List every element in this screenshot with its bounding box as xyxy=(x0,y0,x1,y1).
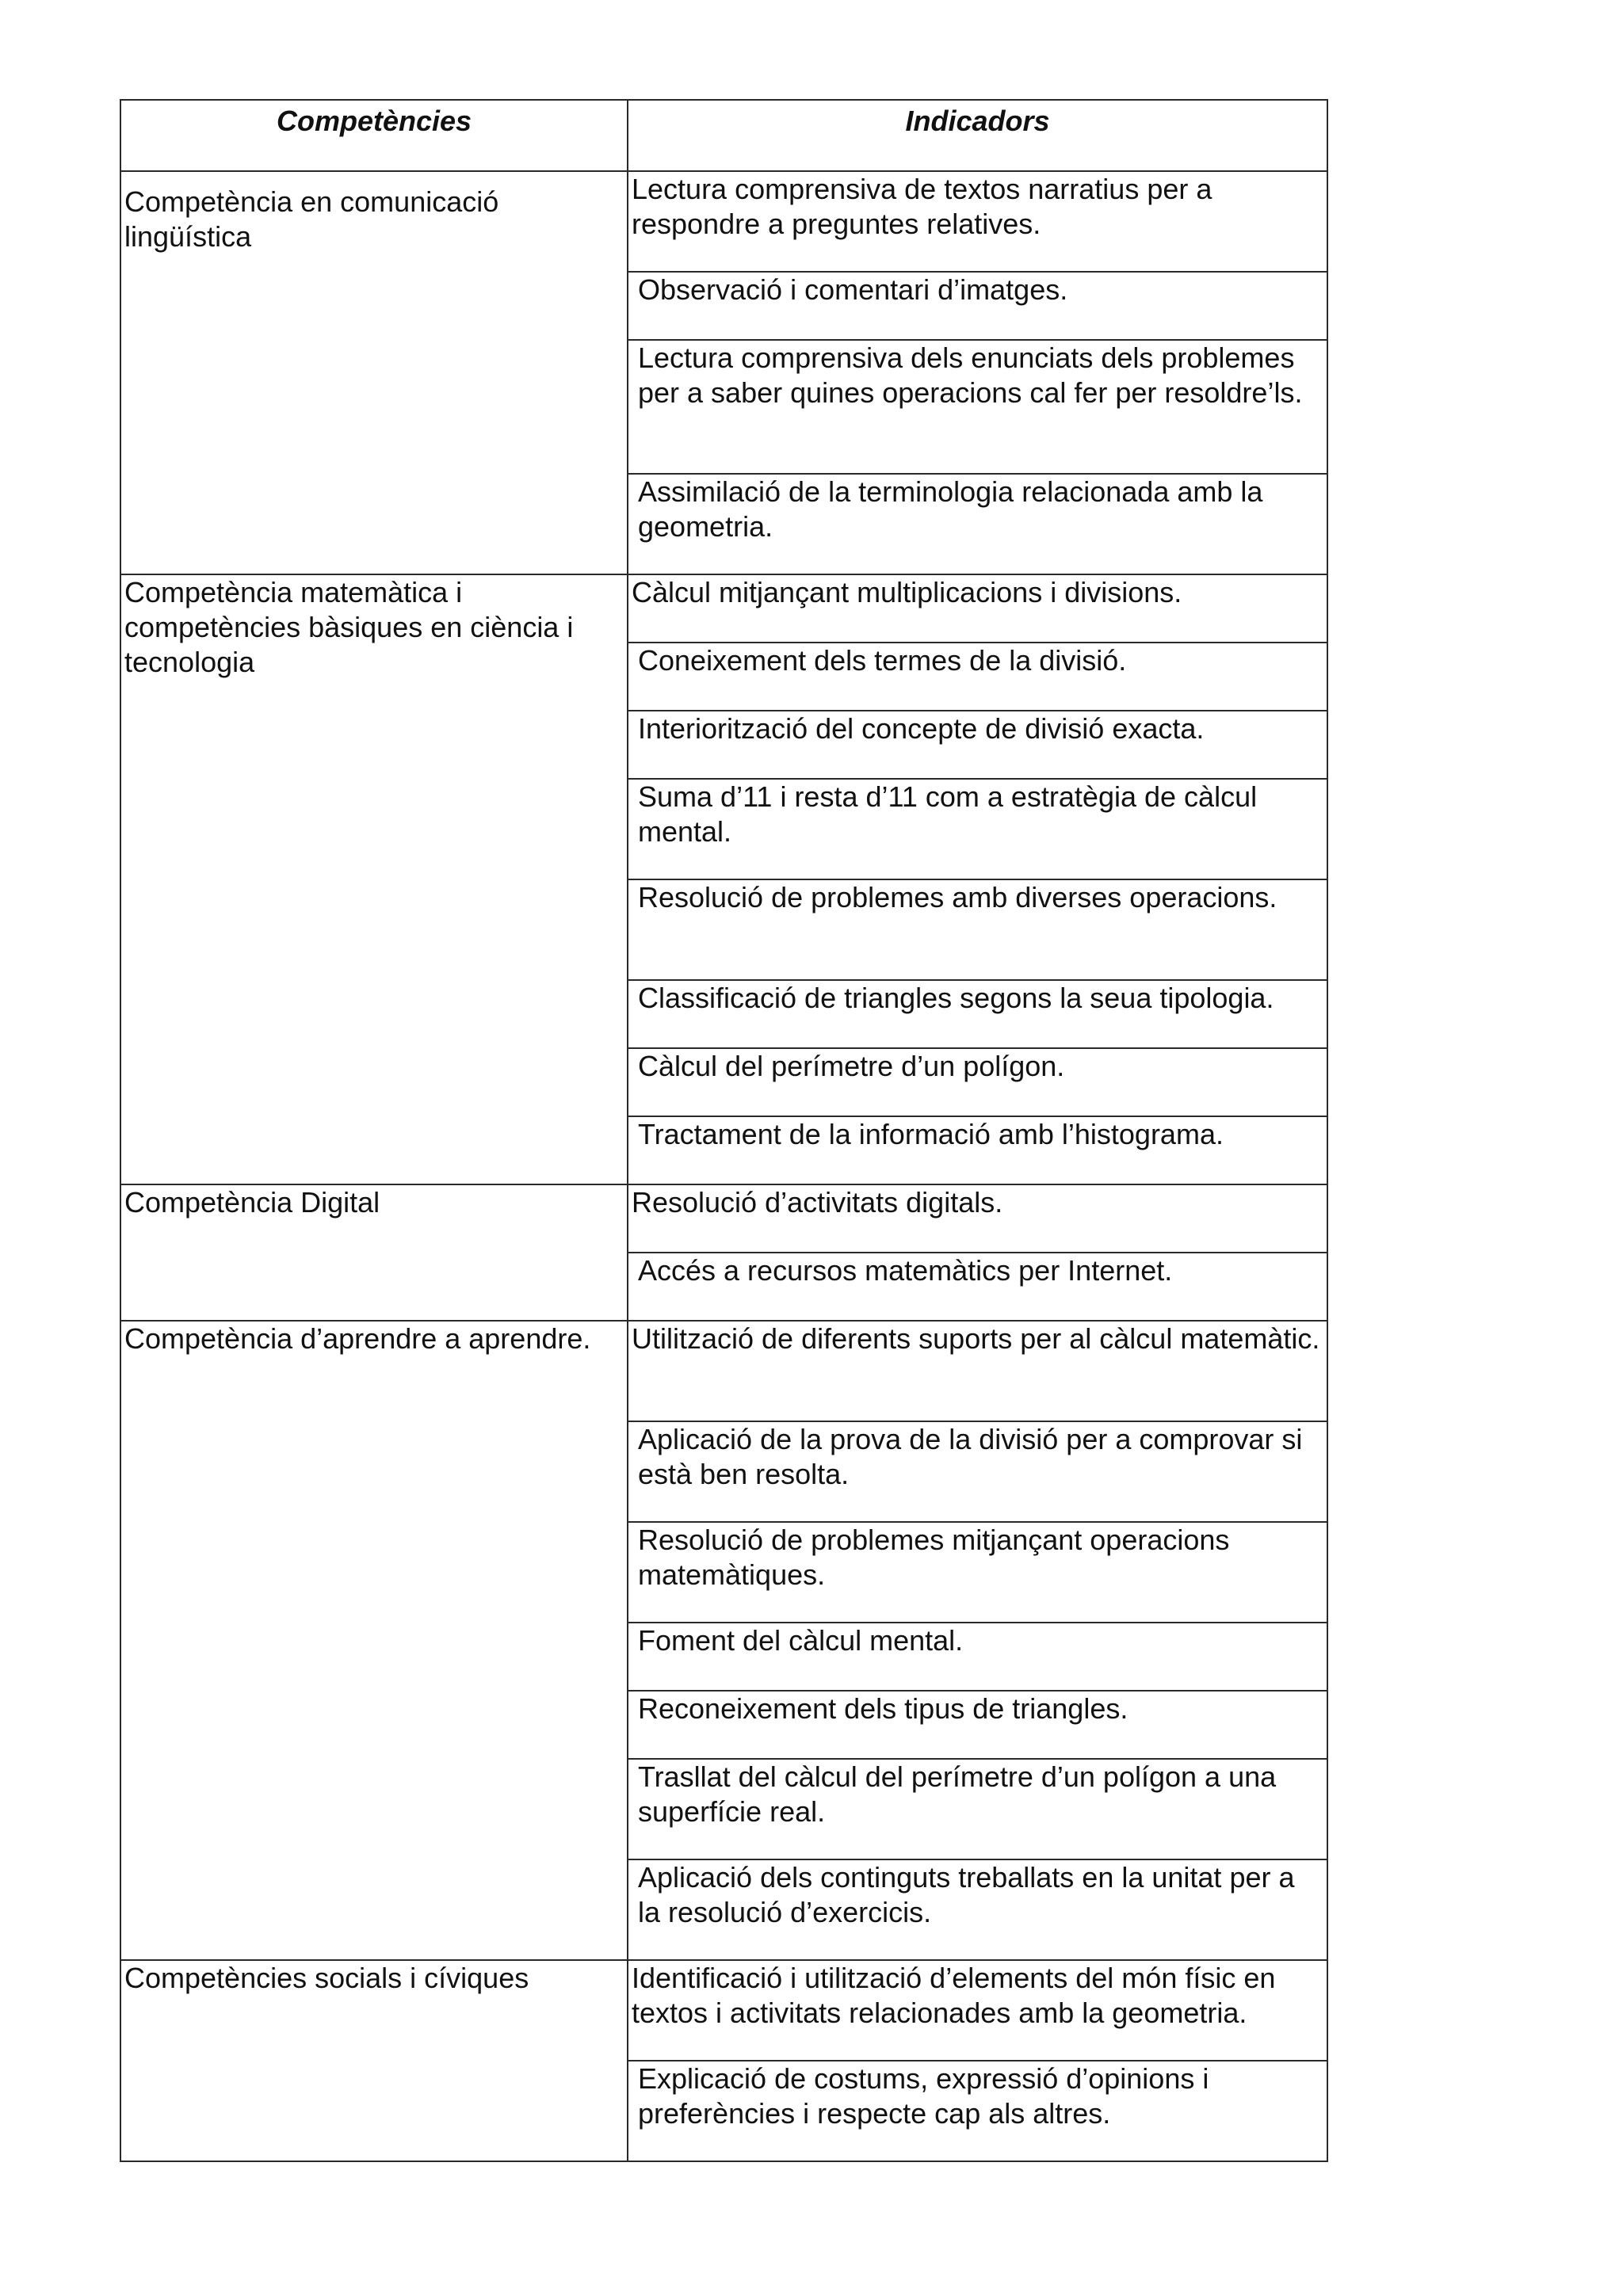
competency-cell: Competència en comunicació lingüística xyxy=(120,171,628,574)
indicator-cell: Coneixement dels termes de la divisió. xyxy=(628,643,1327,711)
indicator-cell: Tractament de la informació amb l’histograma. xyxy=(628,1116,1327,1184)
indicator-cell: Assimilació de la terminologia relacionada amb la geometria. xyxy=(628,474,1327,574)
table-row xyxy=(120,1960,1327,2061)
indicator-cell: Resolució de problemes amb diverses operacions. xyxy=(628,879,1327,980)
table-row xyxy=(120,171,1327,272)
indicator-cell: Suma d’11 i resta d’11 com a estratègia de càlcul mental. xyxy=(628,779,1327,879)
table-row xyxy=(120,574,1327,643)
indicator-cell: Càlcul del perímetre d’un polígon. xyxy=(628,1048,1327,1116)
competency-cell: Competència d’aprendre a aprendre. xyxy=(120,1321,628,1960)
competency-cell: Competències socials i cíviques xyxy=(120,1960,628,2161)
indicator-cell: Resolució de problemes mitjançant operacions matemàtiques. xyxy=(628,1522,1327,1623)
competency-cell: Competència Digital xyxy=(120,1184,628,1321)
header-competencies: Competències xyxy=(120,100,628,171)
indicator-cell: Lectura comprensiva de textos narratius per a respondre a preguntes relatives. xyxy=(628,171,1327,272)
indicator-cell: Lectura comprensiva dels enunciats dels problemes per a saber quines operacions cal fer per resoldre’ls. xyxy=(628,340,1327,474)
indicator-cell: Interiorització del concepte de divisió exacta. xyxy=(628,711,1327,779)
indicator-cell: Trasllat del càlcul del perímetre d’un polígon a una superfície real. xyxy=(628,1759,1327,1859)
table-row xyxy=(120,1184,1327,1253)
competencies-table xyxy=(120,99,1328,2162)
indicator-cell: Identificació i utilització d’elements del món físic en textos i activitats relacionades amb la geometria. xyxy=(628,1960,1327,2061)
indicator-cell: Classificació de triangles segons la seua tipologia. xyxy=(628,980,1327,1048)
indicator-cell: Càlcul mitjançant multiplicacions i divisions. xyxy=(628,574,1327,643)
table-row xyxy=(120,1321,1327,1421)
indicator-cell: Accés a recursos matemàtics per Internet. xyxy=(628,1253,1327,1321)
indicator-cell: Resolució d’activitats digitals. xyxy=(628,1184,1327,1253)
indicator-cell: Aplicació dels continguts treballats en la unitat per a la resolució d’exercicis. xyxy=(628,1859,1327,1960)
header-indicators: Indicadors xyxy=(628,100,1327,171)
competency-cell: Competència matemàtica i competències bàsiques en ciència i tecnologia xyxy=(120,574,628,1184)
indicator-cell: Explicació de costums, expressió d’opinions i preferències i respecte cap als altres. xyxy=(628,2061,1327,2161)
indicator-cell: Utilització de diferents suports per al càlcul matemàtic. xyxy=(628,1321,1327,1421)
indicator-cell: Aplicació de la prova de la divisió per a comprovar si està ben resolta. xyxy=(628,1421,1327,1522)
indicator-cell: Observació i comentari d’imatges. xyxy=(628,272,1327,340)
header-row xyxy=(120,100,1327,171)
indicator-cell: Reconeixement dels tipus de triangles. xyxy=(628,1691,1327,1759)
indicator-cell: Foment del càlcul mental. xyxy=(628,1623,1327,1691)
